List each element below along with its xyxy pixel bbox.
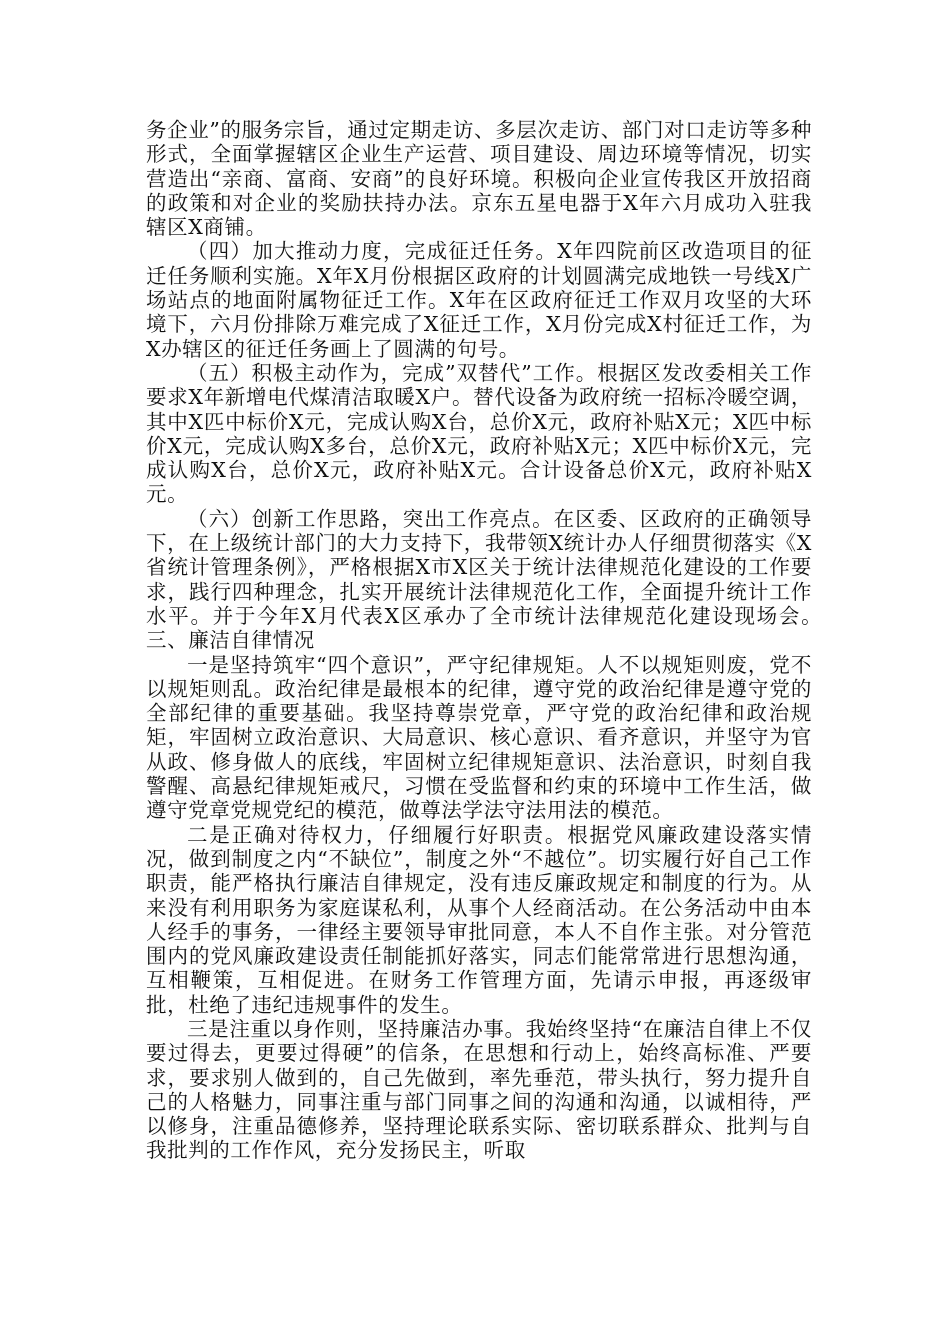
paragraph-innovation-highlights: （六）创新工作思路，突出工作亮点。在区委、区政府的正确领导下，在上级统计部门的大力支持下，我带领X统计办人仔细贯彻落实《X省统计管理条例》，严格根据X市X区关于统计法律规范化建设的工作要求，践行四种理念，扎实开展统计法律规范化工作，全面提升统计工作水平。并于今年X月代表X区承办了全市统计法律规范化建设现场会。 三、廉洁自律情况 — [146, 506, 876, 653]
paragraph-service-enterprises: 务企业”的服务宗旨，通过定期走访、多层次走访、部门对口走访等多种形式，全面掌握辖区企业生产运营、项目建设、周边环境等情况，切实营造出“亲商、富商、安商”的良好环境。积极向企业宣传我区开放招商的政策和对企业的奖励扶持办法。京东五星电器于X年六月成功入驻我辖区X商铺。 — [146, 118, 812, 240]
document-body — [146, 118, 876, 1163]
paragraph-treat-power-correctly: 二是正确对待权力，仔细履行好职责。根据党风廉政建设落实情况，做到制度之内“不缺位”，制度之外“不越位”。切实履行好自己工作职责，能严格执行廉洁自律规定，没有违反廉政规定和制度的行为。从来没有利用职务为家庭谋私利，从事个人经商活动。在公务活动中由本人经手的事务，一律经主要领导审批同意，本人不自作主张。对分管范围内的党风廉政建设责任制能抓好落实，同志们能常常进行思想沟通，互相鞭策，互相促进。在财务工作管理方面，先请示申报，再逐级审批，杜绝了违纪违规事件的发生。 — [146, 822, 812, 1017]
paragraph-four-consciousness: 一是坚持筑牢“四个意识”，严守纪律规矩。人不以规矩则废，党不以规矩则乱。政治纪律是最根本的纪律，遵守党的政治纪律是遵守党的全部纪律的重要基础。我坚持尊崇党章，严守党的政治纪律和政治规矩，牢固树立政治意识、大局意识、核心意识、看齐意识，并坚守为官从政、修身做人的底线，牢固树立纪律规矩意识、法治意识，时刻自我警醒、高悬纪律规矩戒尺，习惯在受监督和约束的环境中工作生活，做遵守党章党规党纪的模范，做尊法学法守法用法的模范。 — [146, 652, 812, 823]
paragraph-lead-by-example: 三是注重以身作则，坚持廉洁办事。我始终坚持“在廉洁自律上不仅要过得去，更要过得硬”的信条，在思想和行动上，始终高标准、严要求，要求别人做到的，自己先做到，率先垂范，带头执行，努力提升自己的人格魅力，同事注重与部门同事之间的沟通和沟通，以诚相待，严以修身，注重品德修养，坚持理论联系实际、密切联系群众、批判与自我批判的工作作风，充分发扬民主，听取 — [146, 1016, 812, 1163]
paragraph-relocation-tasks: （四）加大推动力度，完成征迁任务。X年四院前区改造项目的征迁任务顺利实施。X年X月份根据区政府的计划圆满完成地铁一号线X广场站点的地面附属物征迁工作。X年在区政府征迁工作双月攻坚的大环境下，六月份排除万难完成了X征迁工作，X月份完成X村征迁工作，为X办辖区的征迁任务画上了圆满的句号。 — [146, 239, 812, 361]
paragraph-dual-replacement: （五）积极主动作为，完成”双替代”工作。根据区发改委相关工作要求X年新增电代煤清洁取暖X户。替代设备为政府统一招标冷暖空调，其中X匹中标价X元，完成认购X台，总价X元，政府补贴X元；X匹中标价X元，完成认购X多台，总价X元，政府补贴X元；X匹中标价X元，完成认购X台，总价X元，政府补贴X元。合计设备总价X元，政府补贴X元。 — [146, 360, 812, 507]
